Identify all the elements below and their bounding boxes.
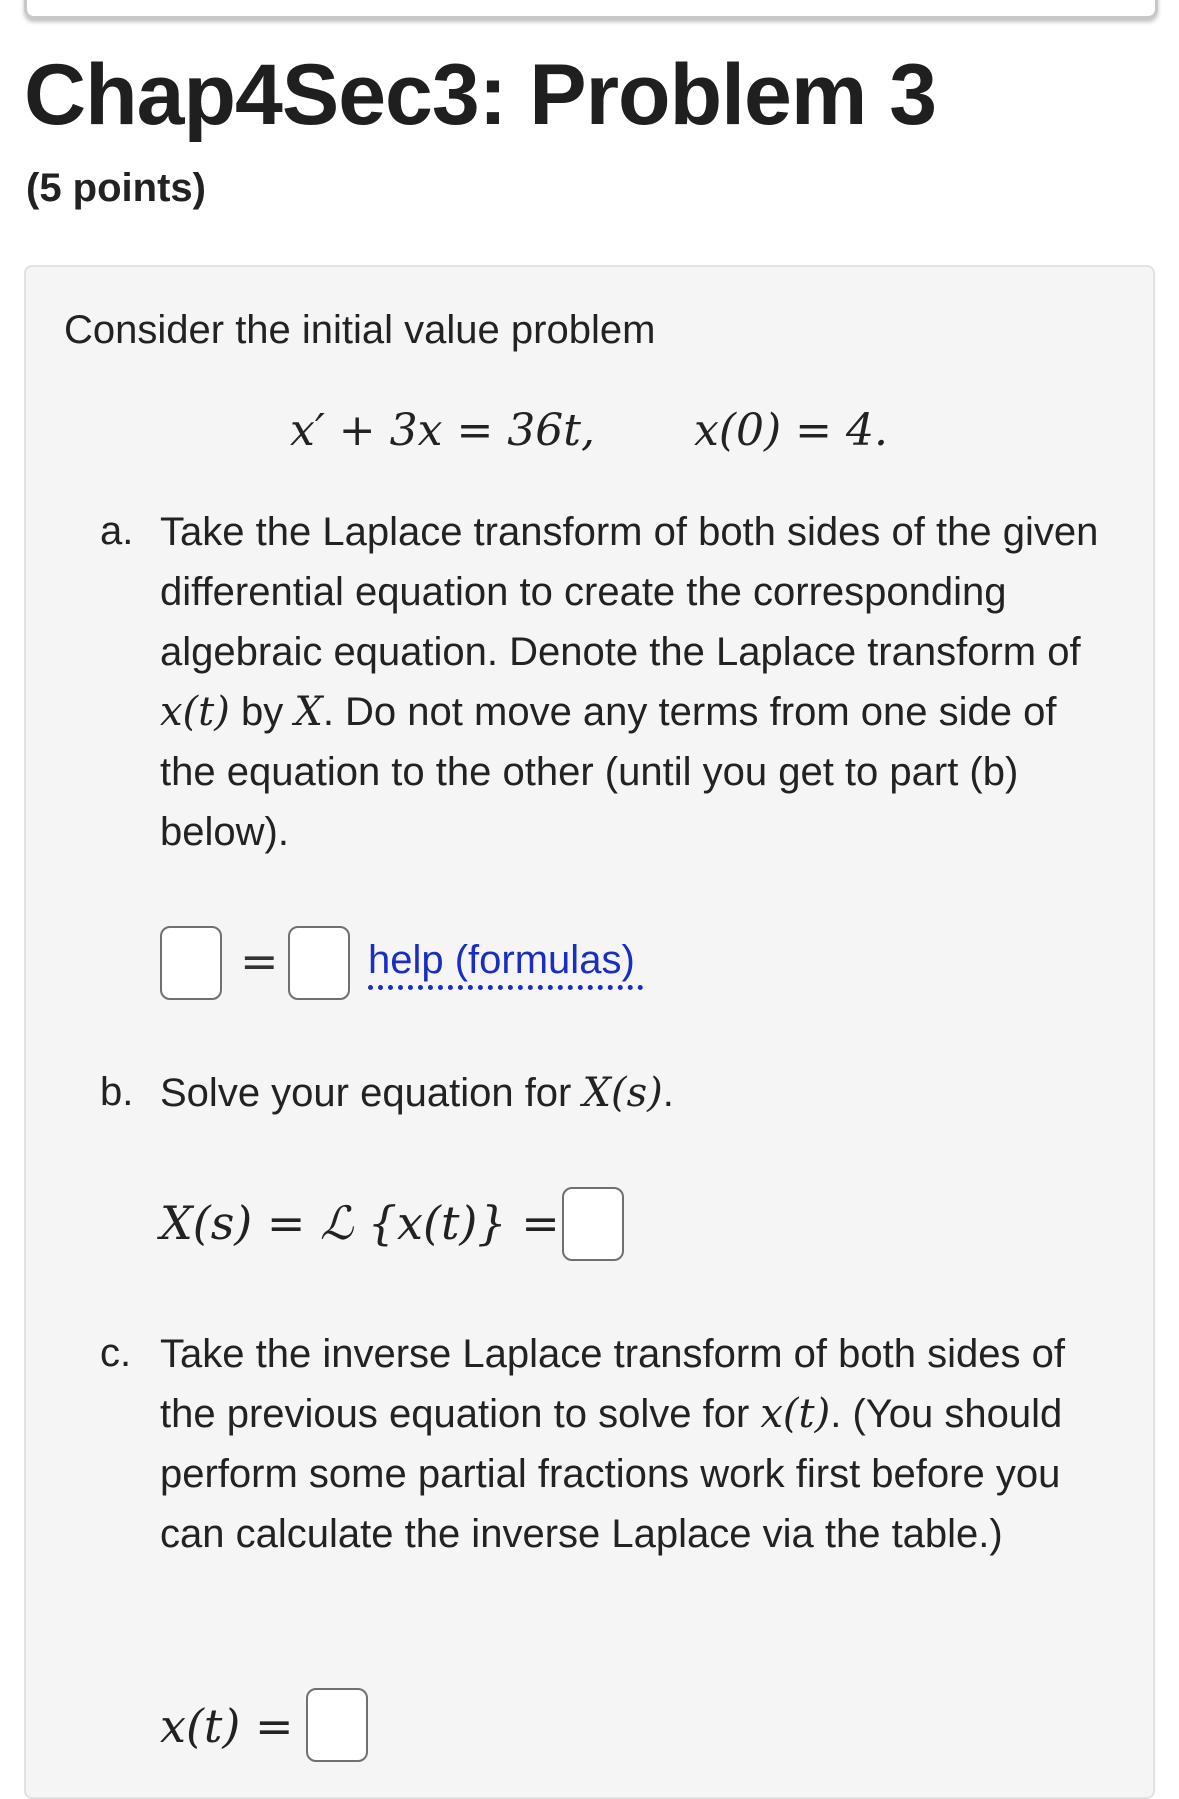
part-b-text: [160, 1063, 1120, 1123]
part-a-letter: a.: [100, 509, 134, 553]
part-b-letter: b.: [100, 1070, 134, 1114]
part-c-text: [160, 1324, 1120, 1564]
initial-condition: x(0) = 4.: [694, 405, 888, 456]
differential-equation: x′ + 3x = 36t,: [290, 405, 595, 456]
points-label: (5 points): [26, 166, 206, 210]
part-a-equals: =: [240, 934, 279, 988]
part-b-answer-label: X(s) = ℒ {x(t)} =: [160, 1196, 560, 1250]
part-c-text-1: Take the inverse Laplace transform of both sides of the previous equation to solve for: [160, 1332, 1065, 1436]
part-b-text-1: Solve your equation for: [160, 1071, 583, 1115]
xt-symbol-c: x(t): [760, 1391, 831, 1437]
part-a-lhs-input[interactable]: [160, 926, 222, 1000]
part-a-text-1: Take the Laplace transform of both sides of the given differential equation to create the corresponding algebraic equation. Denote the Laplace transform of: [160, 510, 1099, 674]
part-a-text-2: . Do not move any terms from one side of the equation to the other (until you get to part (b) below).: [160, 690, 1057, 854]
part-a-rhs-input[interactable]: [288, 926, 350, 1000]
part-c-answer-label: x(t) =: [160, 1699, 294, 1753]
part-c-answer-input[interactable]: [306, 1688, 368, 1762]
part-b-period: .: [662, 1071, 674, 1115]
part-b-answer-input[interactable]: [562, 1187, 624, 1261]
previous-card-edge: [24, 0, 1158, 19]
part-a-by: by: [229, 690, 295, 734]
part-c-text-2: . (You should perform some partial fractions work first before you can calculate the inverse Laplace via the table.): [160, 1392, 1063, 1556]
X-symbol: X: [294, 689, 323, 735]
problem-intro: Consider the initial value problem: [64, 308, 656, 352]
part-a-text: [160, 502, 1120, 862]
page-title: Chap4Sec3: Problem 3: [24, 47, 937, 143]
xt-symbol: x(t): [160, 689, 230, 735]
Xs-symbol: X(s): [582, 1070, 663, 1116]
help-formulas-link[interactable]: help (formulas): [368, 938, 643, 990]
part-c-letter: c.: [100, 1331, 132, 1375]
problem-container: [24, 265, 1155, 1799]
